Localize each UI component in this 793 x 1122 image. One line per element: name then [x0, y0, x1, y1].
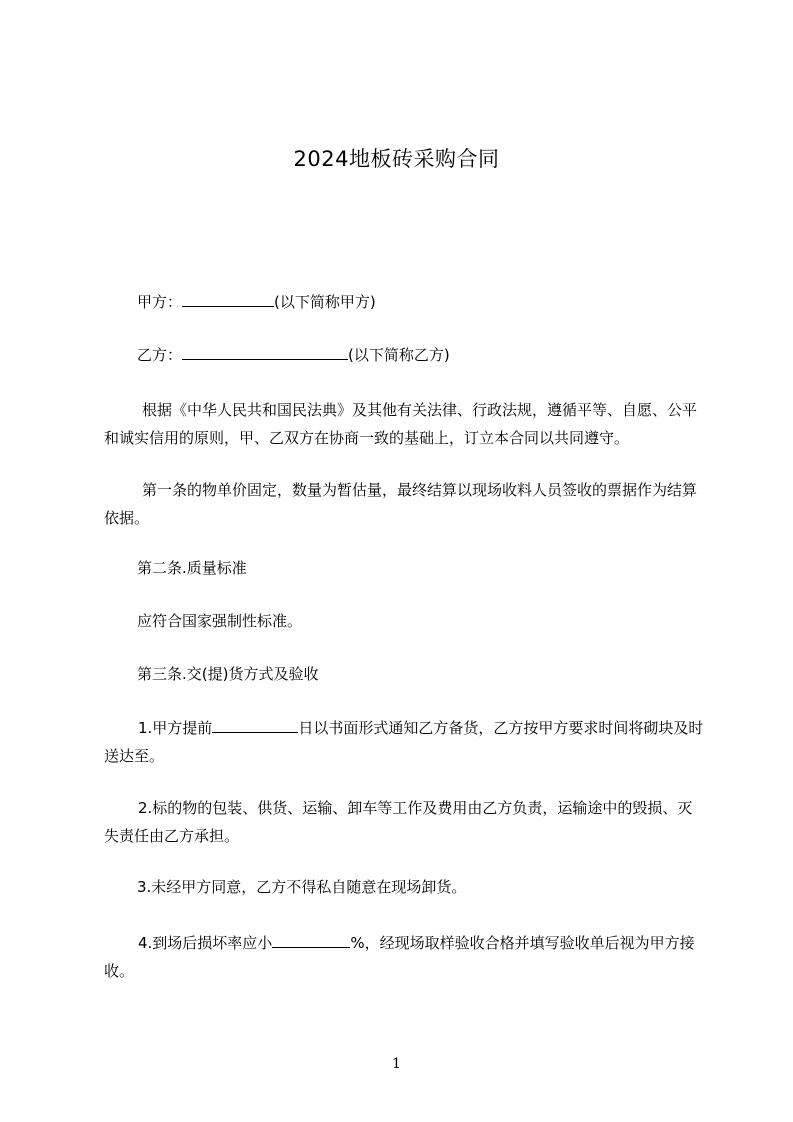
document-title: 2024地板砖采购合同	[293, 147, 500, 171]
preamble-text: 根据《中华人民共和国民法典》及其他有关法律、行政法规，遵循平等、自愿、公平和诚实信用的原则，甲、乙双方在协商一致的基础上，订立本合同以共同遵守。	[104, 401, 698, 447]
item1-text-b: 日以书面形式通知乙方备货，乙方按甲方要求时间将砌块及时送达至。	[104, 719, 704, 765]
item1-paragraph	[104, 714, 704, 770]
item4-text-a: 4.到场后损坏率应小	[138, 934, 273, 952]
party-b-line	[137, 345, 450, 365]
party-a-suffix: (以下简称甲方)	[274, 293, 376, 311]
article1-text: 第一条的物单价固定，数量为暂估量，最终结算以现场收料人员签收的票据作为结算依据。	[104, 481, 698, 527]
article2-body: 应符合国家强制性标准。	[137, 612, 303, 630]
item2-paragraph	[104, 794, 704, 850]
preamble-paragraph	[104, 396, 704, 452]
item4-blank	[272, 933, 350, 948]
party-a-line	[137, 292, 376, 312]
item2-text: 2.标的物的包装、供货、运输、卸车等工作及费用由乙方负责，运输途中的毁损、灭失责任由乙方承担。	[104, 799, 693, 845]
item4-text-b: %，经现场取样验收合格并填写验收单后视为甲方接收。	[104, 934, 695, 980]
party-a-label: 甲方：	[137, 293, 183, 311]
party-b-label: 乙方：	[137, 346, 183, 364]
item1-text-a: 1.甲方提前	[138, 719, 213, 737]
party-b-suffix: (以下简称乙方)	[348, 346, 450, 364]
article1-paragraph	[104, 476, 704, 532]
article2-heading: 第二条.质量标准	[137, 559, 247, 577]
party-a-blank	[182, 292, 274, 307]
item4-paragraph	[104, 929, 704, 985]
party-b-blank	[182, 345, 348, 360]
article3-heading: 第三条.交(提)货方式及验收	[137, 665, 319, 683]
item1-blank	[212, 718, 298, 733]
page-number: 1	[392, 1056, 401, 1072]
item3-text: 3.未经甲方同意，乙方不得私自随意在现场卸货。	[137, 878, 467, 896]
